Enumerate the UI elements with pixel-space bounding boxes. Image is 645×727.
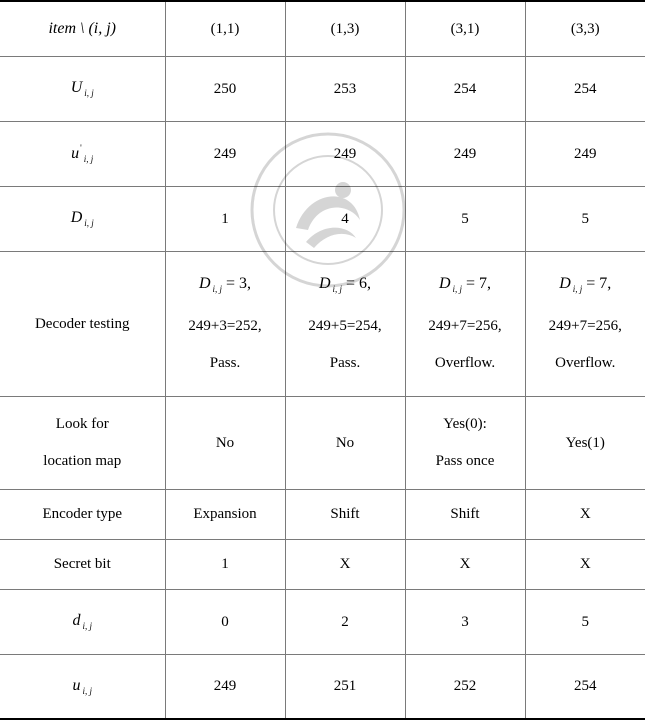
decoder-cell: D $_{i, j}$ = 7, 249+7=256, Overflow. [405,251,525,396]
row-label-U: U $_{i, j}$ [0,56,165,121]
table-cell: 249 [525,121,645,186]
row-label-decoder: Decoder testing [0,251,165,396]
header-col: (1,3) [285,1,405,56]
row-label-lookfor: Look for location map [0,396,165,489]
table-cell: No [285,396,405,489]
header-col: (3,1) [405,1,525,56]
header-col: (1,1) [165,1,285,56]
decoder-cell: D $_{i, j}$ = 6, 249+5=254, Pass. [285,251,405,396]
table-cell: X [525,539,645,589]
table-cell: 249 [405,121,525,186]
table-cell: 254 [525,654,645,719]
table-cell: Shift [285,489,405,539]
table-cell: Yes(1) [525,396,645,489]
table-row [0,396,645,489]
table-cell: 5 [525,589,645,654]
header-col: (3,3) [525,1,645,56]
table-cell: 2 [285,589,405,654]
table-cell: Yes(0): Pass once [405,396,525,489]
row-label-encoder: Encoder type [0,489,165,539]
row-label-u-prime: $u'_{i, j}$ [0,121,165,186]
table-row [0,589,645,654]
table-cell: Shift [405,489,525,539]
table-cell: 5 [405,186,525,251]
row-label-d: d $_{i, j}$ [0,589,165,654]
table-cell: 249 [285,121,405,186]
table-cell: 250 [165,56,285,121]
table-cell: 252 [405,654,525,719]
row-label-secret: Secret bit [0,539,165,589]
table-row [0,186,645,251]
table-cell: 1 [165,186,285,251]
table-cell: No [165,396,285,489]
table-cell: 1 [165,539,285,589]
table-cell: 4 [285,186,405,251]
table-cell: X [405,539,525,589]
table-cell: Expansion [165,489,285,539]
table-cell: 5 [525,186,645,251]
table-row [0,56,645,121]
table-cell: 249 [165,121,285,186]
table-row [0,121,645,186]
table-cell: 254 [525,56,645,121]
table-cell: 3 [405,589,525,654]
table-cell: X [285,539,405,589]
row-label-u: u $_{i, j}$ [0,654,165,719]
table-row [0,539,645,589]
table-row [0,489,645,539]
header-row [0,1,645,56]
table-cell: 253 [285,56,405,121]
table-cell: 249 [165,654,285,719]
table-row [0,654,645,719]
decoder-cell: D $_{i, j}$ = 7, 249+7=256, Overflow. [525,251,645,396]
decoder-row [0,251,645,396]
decoder-cell: D $_{i, j}$ = 3, 249+3=252, Pass. [165,251,285,396]
table-cell: X [525,489,645,539]
table-cell: 251 [285,654,405,719]
row-label-D: D $_{i, j}$ [0,186,165,251]
table-cell: 254 [405,56,525,121]
header-item: item \ (i, j) [0,1,165,56]
table-cell: 0 [165,589,285,654]
